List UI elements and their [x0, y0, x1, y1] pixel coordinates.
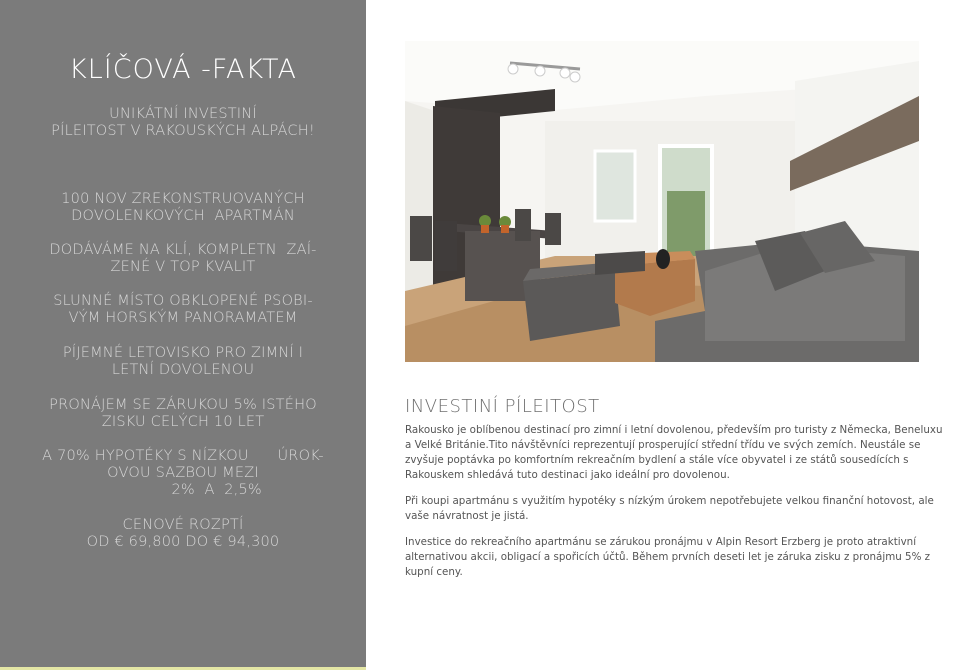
fact-sunny-location: SLUNNÉ MÍSTO OBKLOPENÉ PSOBI- VÝM HORSKÝM PANORAMATEM — [53, 293, 313, 326]
sidebar-panel — [0, 0, 366, 670]
paragraph-intro: Rakousko je oblíbenou destinací pro zimní i letní dovolenou, především pro turisty z Německa, Beneluxu a Velké Británie.Tito návštěvníci reprezentují prosperující střední třídu ve svých zemích. Neustále se zvyšuje poptávka po komfortním rekreačním bydlení a stále více obyvatel i ze států sousedících s Rakouskem shledává tuto destinaci jako ideální pro dovolenou. — [405, 424, 943, 481]
paragraph-investment: Investice do rekreačního apartmánu se zárukou pronájmu v Alpin Resort Erzberg je proto atraktivní alternativou akcii, obligací a spořicích účtů. Během prvních deseti let je záruka zisku z pronájmu 5% z kupní ceny. — [405, 536, 931, 578]
section-title: INVESTINÍ PÍLEITOST — [405, 396, 600, 417]
page-title: KLÍČOVÁ -FAKTA — [69, 54, 297, 86]
fact-turnkey: DODÁVÁME NA KLÍ, KOMPLETN ZAÍ- ZENÉ V TOP KVALIT — [49, 242, 317, 275]
fact-unique-investment: UNIKÁTNÍ INVESTINÍ PÍLEITOST V RAKOUSKÝCH ALPÁCH! — [51, 106, 315, 139]
fact-resort: PÍJEMNÉ LETOVISKO PRO ZIMNÍ I LETNÍ DOVOLENOU — [62, 345, 304, 378]
fact-mortgage: A 70% HYPOTÉKY S NÍZKOU ÚROK- OVOU SAZBOU MEZI 2% A 2,5% — [42, 448, 324, 498]
paragraph-mortgage: Při koupi apartmánu s využitím hypotéky s nízkým úrokem nepotřebujete velkou finanční hotovost, ale vaše návratnost je jistá. — [405, 495, 934, 522]
fact-rental-guarantee: PRONÁJEM SE ZÁRUKOU 5% ISTÉHO ZISKU CELÝCH 10 LET — [49, 397, 317, 430]
apartment-living-room-photo — [405, 41, 919, 362]
fact-price-range: CENOVÉ ROZPTÍ OD € 69,800 DO € 94,300 — [86, 517, 280, 550]
fact-renovated-apartments: 100 NOV ZREKONSTRUOVANÝCH DOVOLENKOVÝCH APARTMÁN — [61, 191, 305, 224]
